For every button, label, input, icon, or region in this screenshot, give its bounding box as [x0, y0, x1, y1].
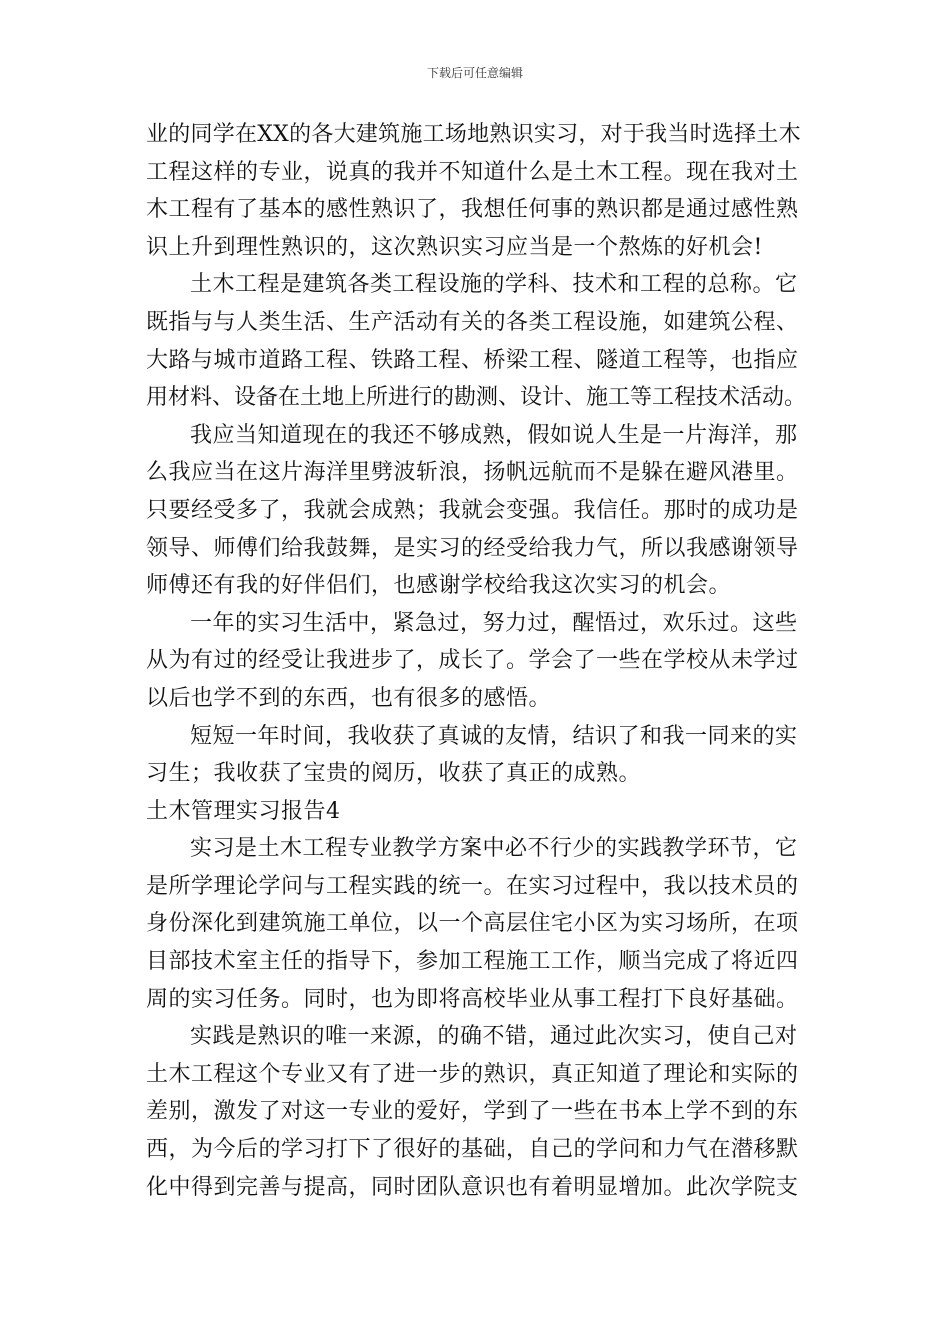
text-line: 土木工程这个专业又有了进一步的熟识，真正知道了理论和实际的: [146, 1061, 799, 1087]
text-line: 么我应当在这片海洋里劈波斩浪，扬帆远航而不是躲在避风港里。: [146, 460, 799, 486]
text-line: 木工程有了基本的感性熟识了，我想任何事的熟识都是通过感性熟: [146, 197, 799, 223]
text-line: 工程这样的专业，说真的我并不知道什么是土木工程。现在我对土: [146, 159, 799, 185]
page-header-note: 下载后可任意编辑: [426, 66, 523, 80]
text-line: 业的同学在XX的各大建筑施工场地熟识实习，对于我当时选择土木: [146, 122, 801, 147]
text-line: 是所学理论学问与工程实践的统一。在实习过程中，我以技术员的: [146, 873, 799, 899]
text-line: 大路与城市道路工程、铁路工程、桥梁工程、隧道工程等，也指应: [146, 347, 799, 373]
text-line: 身份深化到建筑施工单位，以一个高层住宅小区为实习场所，在项: [146, 911, 799, 937]
text-line: 只要经受多了，我就会成熟；我就会变强。我信任。那时的成功是: [146, 497, 799, 523]
text-line: 领导、师傅们给我鼓舞，是实习的经受给我力气，所以我感谢领导: [146, 535, 799, 561]
paragraph-first-line: 短短一年时间，我收获了真诚的友情，结识了和我一同来的实: [190, 723, 798, 749]
text-line: 西，为今后的学习打下了很好的基础，自己的学问和力气在潜移默: [146, 1137, 799, 1163]
text-line: 从为有过的经受让我进步了，成长了。学会了一些在学校从未学过: [146, 648, 799, 674]
paragraph-first-line: 实践是熟识的唯一来源，的确不错，通过此次实习，使自己对: [190, 1024, 798, 1050]
text-line: 土木管理实习报告4: [146, 798, 341, 824]
document-body: [146, 116, 806, 1206]
text-line: 周的实习任务。同时，也为即将高校毕业从事工程打下良好基础。: [146, 986, 799, 1012]
text-line: 以后也学不到的东西，也有很多的感悟。: [146, 685, 552, 711]
paragraph-first-line: 土木工程是建筑各类工程设施的学科、技术和工程的总称。它: [190, 272, 798, 298]
text-line: 习生；我收获了宝贵的阅历，收获了真正的成熟。: [146, 761, 642, 787]
paragraph-first-line: 实习是土木工程专业教学方案中必不行少的实践教学环节，它: [190, 836, 798, 862]
text-line: 差别，激发了对这一专业的爱好，学到了一些在书本上学不到的东: [146, 1099, 799, 1125]
text-line: 师傅还有我的好伴侣们，也感谢学校给我这次实习的机会。: [146, 573, 732, 599]
text-line: 既指与与人类生活、生产活动有关的各类工程设施，如建筑公程、: [146, 309, 799, 335]
text-line: 用材料、设备在土地上所进行的勘测、设计、施工等工程技术活动。: [146, 385, 807, 411]
text-line: 识上升到理性熟识的，这次熟识实习应当是一个熬炼的好机会!: [146, 234, 763, 260]
paragraph-first-line: 我应当知道现在的我还不够成熟，假如说人生是一片海洋，那: [190, 422, 798, 448]
text-line: 化中得到完善与提高，同时团队意识也有着明显增加。此次学院支: [146, 1174, 799, 1200]
paragraph-first-line: 一年的实习生活中，紧急过，努力过，醒悟过，欢乐过。这些: [190, 610, 798, 636]
text-line: 目部技术室主任的指导下，参加工程施工工作，顺当完成了将近四: [146, 949, 799, 975]
